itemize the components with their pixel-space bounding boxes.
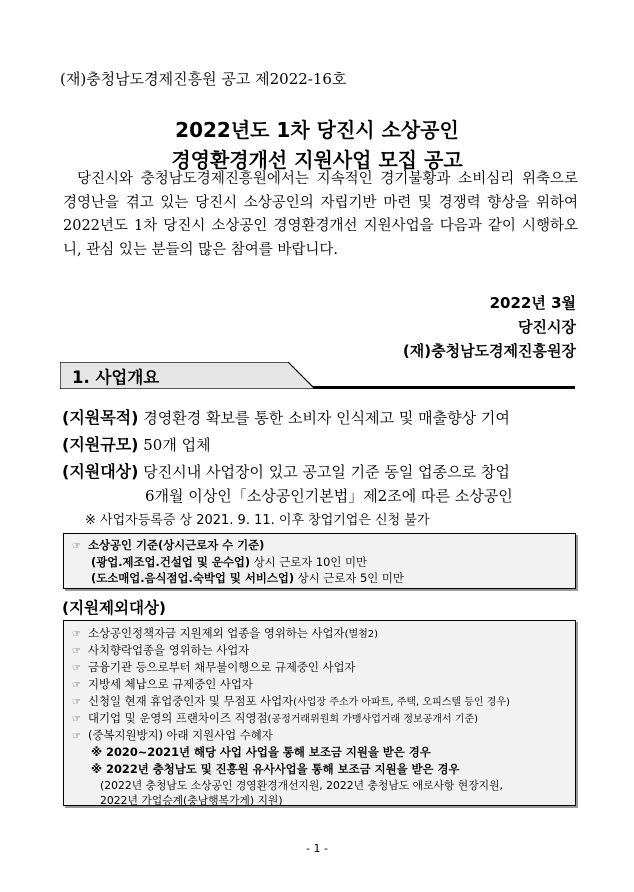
exclusion-sub1: ※ 2020~2021년 해당 사업 사업을 통해 보조금 지원을 받은 경우 — [91, 745, 431, 759]
criteria-line2-value: 상시 근로자 5인 미만 — [294, 571, 404, 585]
exclusion-sub4: 2022년 가업승계(충남행복가게) 지원) — [100, 794, 283, 807]
exclusion-item-text: 지방세 체납으로 규제중인 사업자 — [88, 677, 253, 691]
criteria-title: 소상공인 기준(상시근로자 수 기준) — [88, 538, 265, 552]
exclusion-item — [72, 710, 478, 726]
pointing-hand-icon: ☞ — [72, 680, 81, 691]
exclusion-item — [72, 642, 249, 658]
exclusion-item-note: (공정거래위원회 가맹사업거래 정보공개서 기준) — [267, 714, 479, 725]
issue-date: 2022년 3월 — [489, 294, 576, 312]
section-heading-bar — [60, 362, 575, 388]
notice-number: (재)충청남도경제진흥원 공고 제2022-16호 — [60, 70, 347, 88]
exclusion-sub2: ※ 2022년 충청남도 및 진흥원 유사사업을 통해 보조금 지원을 받은 경우 — [91, 762, 460, 776]
intro-text: 당진시와 충청남도경제진흥원에서는 지속적인 경기불황과 소비심리 위축으로 경영난을 겪고 있는 당진시 소상공인의 자립기반 마련 및 경쟁력 향상을 위하여 2022년도 1차 당진시 소상공인 경영환경개선 지원사업을 다음과 같이 시행하오니, 관심 있는 분들의 많은 참여를 바랍니다. — [63, 171, 578, 258]
section-heading: 1. 사업개요 — [72, 368, 160, 387]
criteria-line2 — [91, 570, 404, 586]
exclusion-item-note: (별첨2) — [344, 629, 379, 640]
signer-mayor: 당진시장 — [518, 318, 576, 336]
pointing-hand-icon: ☞ — [72, 541, 81, 552]
support-purpose — [62, 405, 510, 428]
exclusion-heading: (지원제외대상) — [62, 599, 167, 617]
document-title-line2: 경영환경개선 지원사업 모집 공고 — [171, 148, 463, 172]
exclusion-item — [72, 625, 378, 641]
exclusion-item — [72, 659, 356, 675]
support-target-label: (지원대상) — [62, 462, 139, 481]
support-target-value: 당진시내 사업장이 있고 공고일 기준 동일 업종으로 창업 — [143, 463, 510, 481]
exclusion-item — [72, 693, 510, 709]
criteria-line1-label: (광업.제조업.건설업 및 운수업) — [91, 555, 251, 569]
criteria-line2-label: (도소매업.음식점업.숙박업 및 서비스업) — [91, 571, 295, 585]
exclusion-item — [72, 676, 253, 692]
document-title-line1: 2022년도 1차 당진시 소상공인 — [175, 118, 459, 142]
exclusion-sub3: (2022년 충청남도 소상공인 경영환경개선지원, 2022년 충청남도 애로사항 현장지원, — [100, 779, 503, 792]
criteria-line1 — [91, 554, 367, 570]
startup-note: ※ 사업자등록증 상 2021. 9. 11. 이후 창업기업은 신청 불가 — [85, 513, 430, 528]
pointing-hand-icon: ☞ — [72, 646, 81, 657]
pointing-hand-icon: ☞ — [72, 714, 81, 725]
support-purpose-value: 경영환경 확보를 통한 소비자 인식제고 및 매출향상 기여 — [143, 409, 510, 427]
exclusion-item-text: 소상공인정책자금 지원제외 업종을 영위하는 사업자 — [88, 626, 345, 640]
support-target-value-cont: 6개월 이상인「소상공인기본법」제2조에 따른 소상공인 — [145, 487, 513, 505]
exclusion-item — [72, 727, 273, 743]
support-target — [62, 459, 510, 482]
support-scale-label: (지원규모) — [62, 435, 139, 454]
signer-org: (재)충청남도경제진흥원장 — [402, 342, 576, 360]
page-number: - 1 - — [306, 842, 328, 855]
pointing-hand-icon: ☞ — [72, 629, 81, 640]
pointing-hand-icon: ☞ — [72, 697, 81, 708]
pointing-hand-icon: ☞ — [72, 731, 81, 742]
criteria-line1-value: 상시 근로자 10인 미만 — [250, 555, 368, 569]
exclusion-box — [63, 620, 576, 806]
section-tab — [60, 362, 315, 388]
criteria-title-row — [72, 537, 264, 553]
exclusion-item-text: 사치향락업종을 영위하는 사업자 — [88, 643, 250, 657]
exclusion-item-text: (중복지원방지) 아래 지원사업 수혜자 — [88, 728, 273, 742]
exclusion-item-text: 신청일 현재 휴업중인자 및 무점포 사업자 — [88, 694, 294, 708]
support-scale-value: 50개 업체 — [143, 436, 211, 454]
exclusion-item-note: (사업장 주소가 아파트, 주택, 오피스텔 등인 경우) — [293, 697, 510, 708]
exclusion-item-text: 금융기관 등으로부터 채무불이행으로 규제중인 사업자 — [88, 660, 356, 674]
support-scale — [62, 432, 211, 455]
support-purpose-label: (지원목적) — [62, 408, 139, 427]
exclusion-item-text: 대기업 및 운영의 프랜차이즈 직영점 — [88, 711, 268, 725]
pointing-hand-icon: ☞ — [72, 663, 81, 674]
criteria-box — [63, 533, 576, 589]
intro-paragraph — [63, 168, 578, 262]
